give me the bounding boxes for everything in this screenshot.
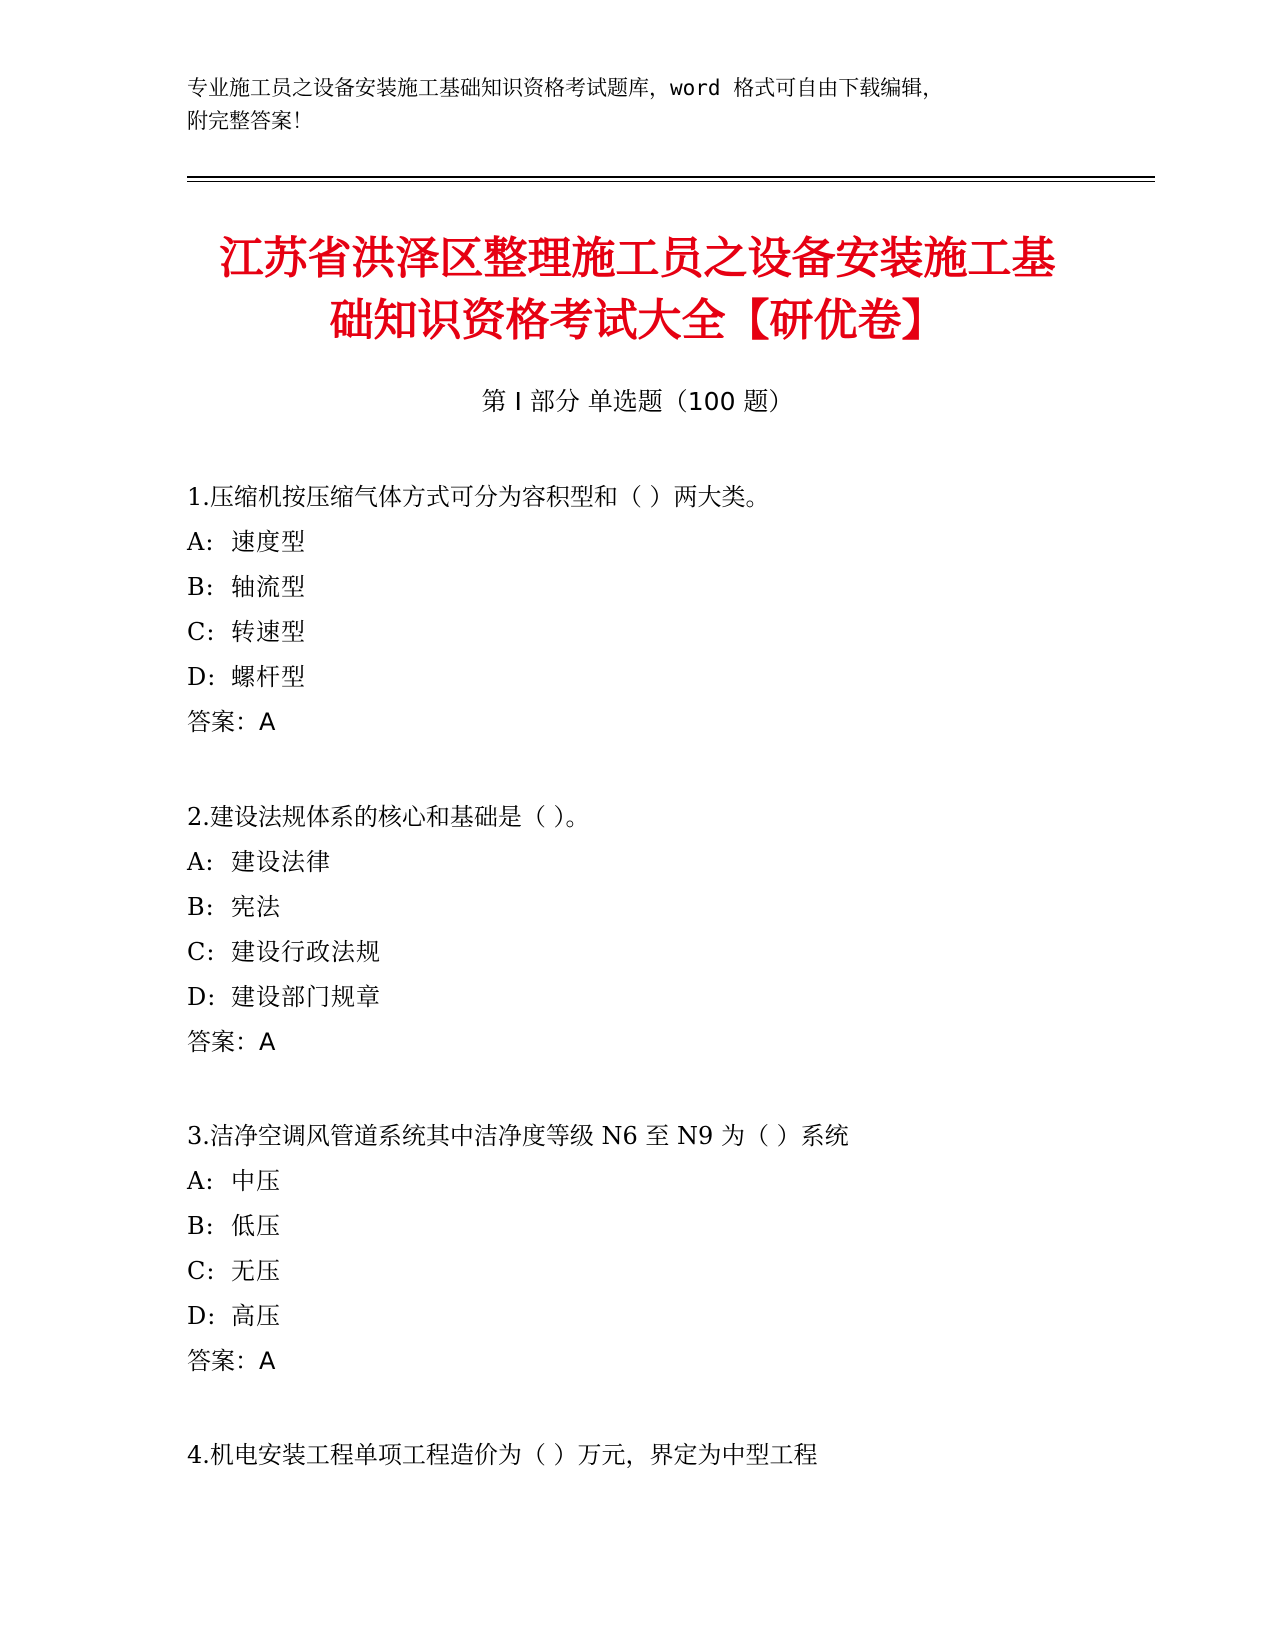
option-b <box>187 885 1187 930</box>
option-text: 建设行政法规 <box>231 938 381 966</box>
option-b <box>187 565 1187 610</box>
question-4 <box>187 1433 1187 1478</box>
intro-text <box>187 72 1087 138</box>
answer-line: 答案：A <box>187 1028 276 1056</box>
answer-line: 答案：A <box>187 708 276 736</box>
option-text: 螺杆型 <box>231 663 306 691</box>
question-2 <box>187 795 1187 1065</box>
section-heading: 第 I 部分 单选题（100 题） <box>481 387 794 416</box>
option-text: 建设法律 <box>231 848 331 876</box>
option-key: A: <box>187 848 215 876</box>
option-key: A: <box>187 1167 215 1195</box>
option-d <box>187 1294 1187 1339</box>
option-a <box>187 1159 1187 1204</box>
option-key: D: <box>187 663 217 691</box>
document-title <box>160 228 1115 352</box>
option-text: 无压 <box>231 1257 281 1285</box>
option-text: 中压 <box>231 1167 281 1195</box>
question-text: 2.建设法规体系的核心和基础是（ ）。 <box>187 803 590 831</box>
intro-line-1: 专业施工员之设备安装施工基础知识资格考试题库，word 格式可自由下载编辑， <box>187 76 944 100</box>
option-d <box>187 655 1187 700</box>
header-rule-thin <box>187 181 1155 182</box>
question-text: 1.压缩机按压缩气体方式可分为容积型和（ ）两大类。 <box>187 483 770 511</box>
intro-line-2: 附完整答案！ <box>187 109 313 133</box>
option-c <box>187 930 1187 975</box>
header-rule-thick <box>187 176 1155 178</box>
option-d <box>187 975 1187 1020</box>
option-key: A: <box>187 528 215 556</box>
question-3 <box>187 1114 1187 1384</box>
option-text: 速度型 <box>231 528 306 556</box>
option-key: D: <box>187 983 217 1011</box>
title-line-2: 础知识资格考试大全【研优卷】 <box>329 295 946 346</box>
option-text: 轴流型 <box>231 573 306 601</box>
option-a <box>187 520 1187 565</box>
question-text: 4.机电安装工程单项工程造价为（ ）万元，界定为中型工程 <box>187 1441 818 1469</box>
option-key: B: <box>187 573 215 601</box>
option-key: B: <box>187 893 215 921</box>
option-a <box>187 840 1187 885</box>
option-text: 低压 <box>231 1212 281 1240</box>
option-key: B: <box>187 1212 215 1240</box>
option-c <box>187 1249 1187 1294</box>
option-text: 建设部门规章 <box>231 983 381 1011</box>
title-line-1: 江苏省洪泽区整理施工员之设备安装施工基 <box>219 233 1056 284</box>
option-key: C: <box>187 618 216 646</box>
option-text: 宪法 <box>231 893 281 921</box>
option-key: C: <box>187 938 216 966</box>
question-1 <box>187 475 1187 745</box>
option-key: D: <box>187 1302 217 1330</box>
option-key: C: <box>187 1257 216 1285</box>
answer-line: 答案：A <box>187 1347 276 1375</box>
option-text: 转速型 <box>231 618 306 646</box>
option-b <box>187 1204 1187 1249</box>
option-c <box>187 610 1187 655</box>
option-text: 高压 <box>231 1302 281 1330</box>
question-text: 3.洁净空调风管道系统其中洁净度等级 N6 至 N9 为（ ）系统 <box>187 1122 849 1150</box>
